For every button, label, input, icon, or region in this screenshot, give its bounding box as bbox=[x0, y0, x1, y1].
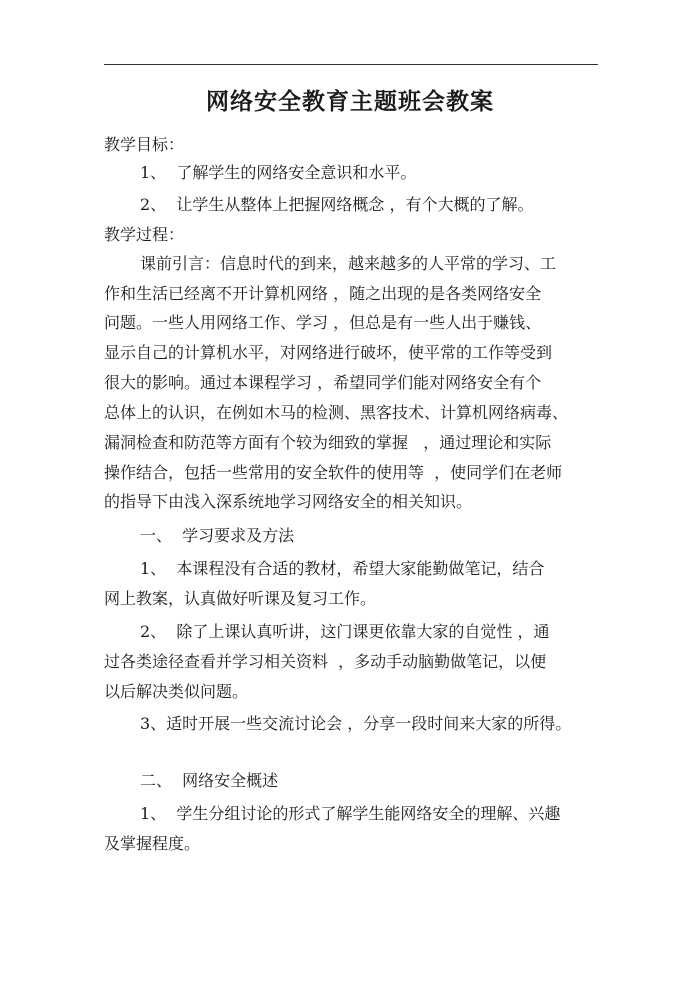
section-1-item-2-line-3: 以后解决类似问题。 bbox=[104, 682, 249, 701]
document-title: 网络安全教育主题班会教案 bbox=[206, 88, 494, 115]
header-rule bbox=[104, 64, 598, 65]
section-1-item-2-line-2: 过各类途径查看并学习相关资料 ，多动手动脑勤做笔记，以便 bbox=[104, 652, 547, 671]
intro-line-4: 显示自己的计算机水平，对网络进行破坏，使平常的工作等受到 bbox=[104, 343, 553, 362]
intro-line-5: 很大的影响。通过本课程学习 ，希望同学们能对网络安全有个 bbox=[104, 373, 542, 392]
intro-line-6: 总体上的认识，在例如木马的检测、黑客技术、计算机网络病毒、 bbox=[104, 403, 569, 422]
intro-line-9: 的指导下由浅入深系统地学习网络安全的相关知识。 bbox=[104, 492, 473, 511]
section-2-item-1-line-1: 1、 学生分组讨论的形式了解学生能网络安全的理解、兴趣 bbox=[140, 804, 561, 823]
section-1-heading: 一、 学习要求及方法 bbox=[140, 526, 295, 545]
intro-line-7: 漏洞检查和防范等方面有个较为细致的掌握 ，通过理论和实际 bbox=[104, 433, 552, 452]
section-1-item-3: 3、适时开展一些交流讨论会 ，分享一段时间来大家的所得。 bbox=[140, 714, 572, 733]
intro-line-3: 问题。一些人用网络工作、学习 ，但总是有一些人出于赚钱、 bbox=[104, 313, 542, 332]
objective-item-2: 2、 让学生从整体上把握网络概念 ，有个大概的了解。 bbox=[140, 195, 534, 214]
intro-line-1: 课前引言：信息时代的到来，越来越多的人平常的学习、工 bbox=[140, 254, 557, 273]
intro-line-8: 操作结合，包括一些常用的安全软件的使用等 ，使同学们在老师 bbox=[104, 463, 563, 482]
objectives-label: 教学目标： bbox=[104, 135, 185, 154]
process-label: 教学过程： bbox=[104, 225, 185, 244]
section-2-item-1-line-2: 及掌握程度。 bbox=[104, 834, 201, 853]
objective-item-1: 1、 了解学生的网络安全意识和水平。 bbox=[140, 163, 417, 182]
section-2-heading: 二、 网络安全概述 bbox=[140, 771, 279, 790]
section-1-item-2-line-1: 2、 除了上课认真听讲，这门课更依靠大家的自觉性 ，通 bbox=[140, 622, 550, 641]
intro-line-2: 作和生活已经离不开计算机网络 ，随之出现的是各类网络安全 bbox=[104, 284, 542, 303]
section-1-item-1-line-2: 网上教案，认真做好听课及复习工作。 bbox=[104, 589, 377, 608]
section-1-item-1-line-1: 1、 本课程没有合适的教材，希望大家能勤做笔记，结合 bbox=[140, 559, 545, 578]
